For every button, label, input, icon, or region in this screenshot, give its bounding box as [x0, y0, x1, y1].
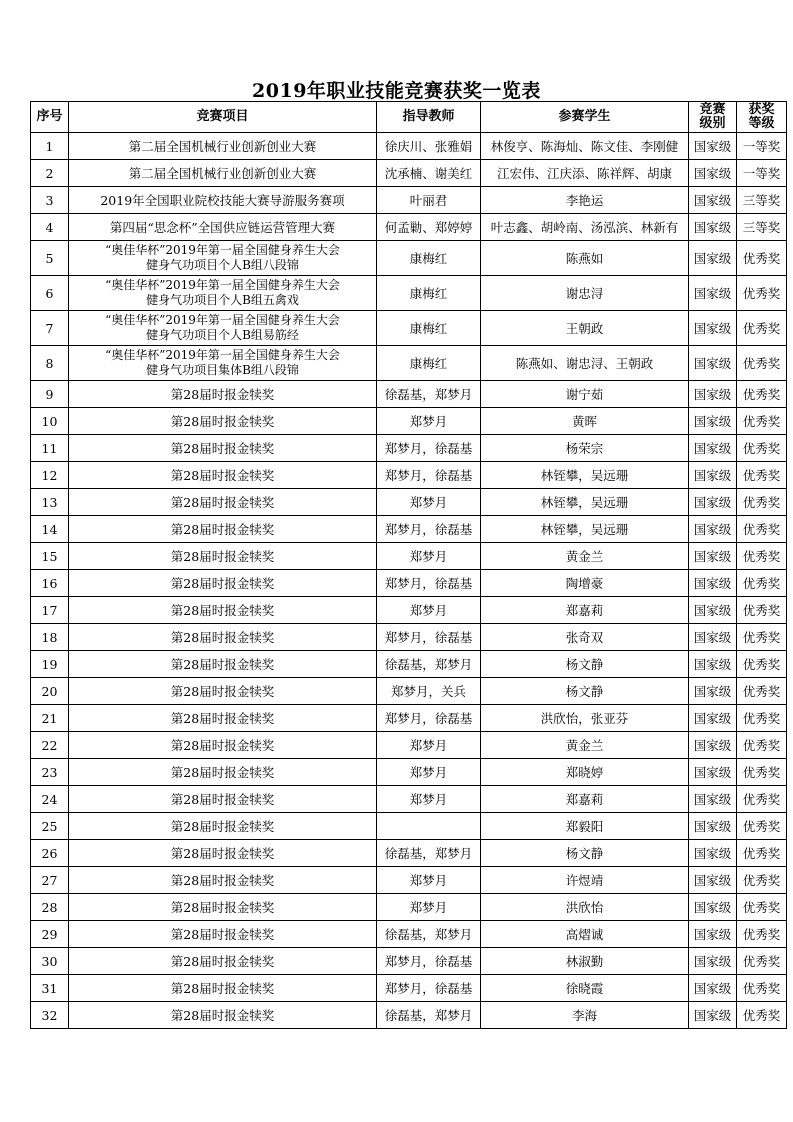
- cell-level: 国家级: [689, 435, 737, 462]
- header-award: [737, 102, 787, 133]
- table-row: [31, 462, 787, 489]
- cell-teacher: 沈承楠、谢美红: [377, 160, 481, 187]
- competition-line: 第28届时报金犊奖: [170, 495, 275, 510]
- cell-competition: [69, 187, 377, 214]
- cell-competition: [69, 624, 377, 651]
- table-row: [31, 813, 787, 840]
- cell-award: 优秀奖: [737, 489, 787, 516]
- cell-level: 国家级: [689, 813, 737, 840]
- cell-no: 20: [31, 678, 69, 705]
- cell-award: 优秀奖: [737, 462, 787, 489]
- header-level-line2: 级别: [699, 116, 726, 131]
- cell-no: 30: [31, 948, 69, 975]
- competition-line: 第28届时报金犊奖: [170, 576, 275, 591]
- table-row: [31, 489, 787, 516]
- cell-no: 28: [31, 894, 69, 921]
- competition-line: 第28届时报金犊奖: [170, 441, 275, 456]
- cell-teacher: 郑梦月: [377, 408, 481, 435]
- cell-level: 国家级: [689, 894, 737, 921]
- cell-students: 郑毅阳: [481, 813, 689, 840]
- cell-students: 张奇双: [481, 624, 689, 651]
- cell-level: 国家级: [689, 408, 737, 435]
- cell-students: 谢宁茹: [481, 381, 689, 408]
- cell-no: 26: [31, 840, 69, 867]
- table-row: [31, 678, 787, 705]
- cell-competition: [69, 311, 377, 346]
- cell-level: 国家级: [689, 214, 737, 241]
- cell-award: 三等奖: [737, 187, 787, 214]
- cell-level: 国家级: [689, 840, 737, 867]
- cell-award: 优秀奖: [737, 624, 787, 651]
- competition-line: 第28届时报金犊奖: [170, 387, 275, 402]
- cell-teacher: 徐磊基，郑梦月: [377, 921, 481, 948]
- competition-line: 第28届时报金犊奖: [170, 414, 275, 429]
- header-level: [689, 102, 737, 133]
- cell-no: 16: [31, 570, 69, 597]
- cell-students: 杨荣宗: [481, 435, 689, 462]
- cell-teacher: 徐庆川、张雅娟: [377, 133, 481, 160]
- cell-students: 李艳运: [481, 187, 689, 214]
- competition-line: 第28届时报金犊奖: [170, 468, 275, 483]
- competition-line: 健身气功项目个人B组八段锦: [146, 258, 299, 272]
- table-row: [31, 214, 787, 241]
- cell-level: 国家级: [689, 489, 737, 516]
- cell-no: 32: [31, 1002, 69, 1029]
- cell-level: 国家级: [689, 311, 737, 346]
- competition-line: 第28届时报金犊奖: [170, 900, 275, 915]
- cell-no: 6: [31, 276, 69, 311]
- cell-students: 林俊亨、陈海灿、陈文佳、李刚健: [481, 133, 689, 160]
- table-row: [31, 1002, 787, 1029]
- cell-teacher: 郑梦月: [377, 867, 481, 894]
- table-header-row: [31, 102, 787, 133]
- cell-award: 优秀奖: [737, 516, 787, 543]
- cell-competition: [69, 894, 377, 921]
- cell-students: 杨文静: [481, 651, 689, 678]
- cell-no: 22: [31, 732, 69, 759]
- table-row: [31, 408, 787, 435]
- cell-award: 优秀奖: [737, 311, 787, 346]
- table-row: [31, 921, 787, 948]
- cell-teacher: 郑梦月: [377, 732, 481, 759]
- cell-award: 优秀奖: [737, 651, 787, 678]
- cell-students: 许煜靖: [481, 867, 689, 894]
- cell-teacher: [377, 813, 481, 840]
- cell-award: 一等奖: [737, 160, 787, 187]
- cell-teacher: 郑梦月: [377, 489, 481, 516]
- cell-competition: [69, 516, 377, 543]
- cell-no: 19: [31, 651, 69, 678]
- cell-level: 国家级: [689, 570, 737, 597]
- cell-award: 三等奖: [737, 214, 787, 241]
- cell-award: 优秀奖: [737, 732, 787, 759]
- competition-line: 第28届时报金犊奖: [170, 927, 275, 942]
- competition-line: 第28届时报金犊奖: [170, 711, 275, 726]
- cell-no: 31: [31, 975, 69, 1002]
- cell-competition: [69, 346, 377, 381]
- cell-competition: [69, 948, 377, 975]
- cell-no: 27: [31, 867, 69, 894]
- cell-teacher: 何孟勦、郑婷婷: [377, 214, 481, 241]
- cell-competition: [69, 921, 377, 948]
- competition-line: 健身气功项目个人B组五禽戏: [146, 293, 299, 307]
- cell-level: 国家级: [689, 678, 737, 705]
- cell-no: 18: [31, 624, 69, 651]
- table-row: [31, 786, 787, 813]
- competition-line: 健身气功项目集体B组八段锦: [146, 363, 299, 377]
- competition-line: 健身气功项目个人B组易筋经: [146, 328, 299, 342]
- competition-line: 第28届时报金犊奖: [170, 684, 275, 699]
- cell-no: 17: [31, 597, 69, 624]
- cell-no: 10: [31, 408, 69, 435]
- cell-award: 优秀奖: [737, 867, 787, 894]
- cell-no: 25: [31, 813, 69, 840]
- table-row: [31, 133, 787, 160]
- cell-level: 国家级: [689, 624, 737, 651]
- cell-award: 优秀奖: [737, 840, 787, 867]
- table-row: [31, 732, 787, 759]
- table-row: [31, 241, 787, 276]
- cell-students: 王朝政: [481, 311, 689, 346]
- cell-teacher: 徐磊基，郑梦月: [377, 840, 481, 867]
- cell-level: 国家级: [689, 867, 737, 894]
- cell-no: 14: [31, 516, 69, 543]
- table-row: [31, 948, 787, 975]
- cell-competition: [69, 786, 377, 813]
- cell-award: 优秀奖: [737, 543, 787, 570]
- cell-students: 洪欣怡: [481, 894, 689, 921]
- competition-line: 第二届全国机械行业创新创业大赛: [128, 166, 317, 181]
- cell-teacher: 康梅红: [377, 241, 481, 276]
- cell-award: 优秀奖: [737, 705, 787, 732]
- cell-teacher: 徐磊基，郑梦月: [377, 651, 481, 678]
- cell-students: 林铚攀，吴远珊: [481, 516, 689, 543]
- cell-competition: [69, 462, 377, 489]
- cell-teacher: 郑梦月，徐磊基: [377, 435, 481, 462]
- table-row: [31, 597, 787, 624]
- header-competition: 竞赛项目: [69, 102, 377, 133]
- cell-students: 郑嘉莉: [481, 786, 689, 813]
- cell-competition: [69, 813, 377, 840]
- competition-line: 第28届时报金犊奖: [170, 738, 275, 753]
- table-row: [31, 160, 787, 187]
- cell-competition: [69, 975, 377, 1002]
- cell-no: 11: [31, 435, 69, 462]
- cell-award: 优秀奖: [737, 381, 787, 408]
- table-row: [31, 975, 787, 1002]
- cell-competition: [69, 732, 377, 759]
- cell-no: 7: [31, 311, 69, 346]
- cell-students: 杨文静: [481, 840, 689, 867]
- header-teacher: 指导教师: [377, 102, 481, 133]
- cell-level: 国家级: [689, 133, 737, 160]
- cell-level: 国家级: [689, 241, 737, 276]
- cell-level: 国家级: [689, 160, 737, 187]
- cell-students: 陈燕如: [481, 241, 689, 276]
- cell-competition: [69, 597, 377, 624]
- competition-line: 第28届时报金犊奖: [170, 819, 275, 834]
- cell-award: 优秀奖: [737, 1002, 787, 1029]
- cell-students: 黄金兰: [481, 732, 689, 759]
- table-row: [31, 570, 787, 597]
- cell-competition: [69, 678, 377, 705]
- cell-students: 林铚攀，吴远珊: [481, 489, 689, 516]
- table-row: [31, 311, 787, 346]
- cell-competition: [69, 759, 377, 786]
- cell-award: 优秀奖: [737, 241, 787, 276]
- cell-competition: [69, 241, 377, 276]
- cell-no: 3: [31, 187, 69, 214]
- cell-students: 叶志鑫、胡岭南、汤泓滨、林新有: [481, 214, 689, 241]
- cell-award: 优秀奖: [737, 948, 787, 975]
- cell-students: 黄金兰: [481, 543, 689, 570]
- cell-level: 国家级: [689, 516, 737, 543]
- cell-competition: [69, 1002, 377, 1029]
- competition-line: 2019年全国职业院校技能大赛导游服务赛项: [100, 193, 345, 208]
- cell-teacher: 康梅红: [377, 311, 481, 346]
- cell-students: 洪欣怡，张亚芬: [481, 705, 689, 732]
- cell-no: 9: [31, 381, 69, 408]
- cell-no: 15: [31, 543, 69, 570]
- cell-award: 优秀奖: [737, 408, 787, 435]
- table-row: [31, 276, 787, 311]
- cell-teacher: 郑梦月，徐磊基: [377, 624, 481, 651]
- cell-level: 国家级: [689, 732, 737, 759]
- cell-students: 高熠诚: [481, 921, 689, 948]
- table-row: [31, 381, 787, 408]
- cell-competition: [69, 408, 377, 435]
- competition-line: “奥佳华杯”2019年第一届全国健身养生大会: [105, 243, 340, 257]
- cell-level: 国家级: [689, 921, 737, 948]
- cell-competition: [69, 214, 377, 241]
- header-level-line1: 竞赛: [699, 102, 726, 117]
- competition-line: 第28届时报金犊奖: [170, 873, 275, 888]
- cell-teacher: 康梅红: [377, 276, 481, 311]
- cell-level: 国家级: [689, 187, 737, 214]
- competition-line: 第28届时报金犊奖: [170, 846, 275, 861]
- cell-award: 优秀奖: [737, 975, 787, 1002]
- cell-competition: [69, 570, 377, 597]
- cell-no: 4: [31, 214, 69, 241]
- cell-award: 优秀奖: [737, 276, 787, 311]
- competition-line: 第28届时报金犊奖: [170, 792, 275, 807]
- cell-teacher: 郑梦月，徐磊基: [377, 462, 481, 489]
- table-row: [31, 543, 787, 570]
- table-body: [31, 133, 787, 1029]
- cell-no: 2: [31, 160, 69, 187]
- cell-award: 优秀奖: [737, 570, 787, 597]
- competition-line: 第28届时报金犊奖: [170, 1008, 275, 1023]
- cell-no: 21: [31, 705, 69, 732]
- cell-level: 国家级: [689, 276, 737, 311]
- cell-award: 优秀奖: [737, 759, 787, 786]
- cell-competition: [69, 435, 377, 462]
- competition-line: 第二届全国机械行业创新创业大赛: [128, 139, 317, 154]
- cell-award: 一等奖: [737, 133, 787, 160]
- table-row: [31, 187, 787, 214]
- cell-teacher: 郑梦月，徐磊基: [377, 948, 481, 975]
- cell-students: 徐晓霞: [481, 975, 689, 1002]
- cell-no: 12: [31, 462, 69, 489]
- cell-no: 5: [31, 241, 69, 276]
- cell-students: 黄晖: [481, 408, 689, 435]
- cell-competition: [69, 651, 377, 678]
- cell-level: 国家级: [689, 346, 737, 381]
- table-row: [31, 867, 787, 894]
- cell-teacher: 徐磊基，郑梦月: [377, 1002, 481, 1029]
- table-row: [31, 759, 787, 786]
- cell-teacher: 郑梦月，徐磊基: [377, 705, 481, 732]
- cell-teacher: 叶丽君: [377, 187, 481, 214]
- cell-competition: [69, 867, 377, 894]
- table-row: [31, 435, 787, 462]
- cell-no: 29: [31, 921, 69, 948]
- cell-students: 林铚攀，吴远珊: [481, 462, 689, 489]
- competition-line: 第28届时报金犊奖: [170, 549, 275, 564]
- competition-line: “奥佳华杯”2019年第一届全国健身养生大会: [105, 313, 340, 327]
- cell-teacher: 郑梦月，徐磊基: [377, 975, 481, 1002]
- cell-teacher: 郑梦月: [377, 894, 481, 921]
- competition-line: 第28届时报金犊奖: [170, 954, 275, 969]
- awards-table: [30, 101, 787, 1029]
- header-award-line1: 获奖: [748, 102, 775, 117]
- cell-level: 国家级: [689, 705, 737, 732]
- table-row: [31, 624, 787, 651]
- cell-students: 陶增豪: [481, 570, 689, 597]
- cell-competition: [69, 840, 377, 867]
- competition-line: “奥佳华杯”2019年第一届全国健身养生大会: [105, 348, 340, 362]
- cell-level: 国家级: [689, 381, 737, 408]
- header-award-line2: 等级: [748, 116, 775, 131]
- cell-level: 国家级: [689, 786, 737, 813]
- cell-award: 优秀奖: [737, 678, 787, 705]
- header-students: 参赛学生: [481, 102, 689, 133]
- cell-teacher: 郑梦月: [377, 759, 481, 786]
- cell-students: 李海: [481, 1002, 689, 1029]
- cell-students: 谢忠浔: [481, 276, 689, 311]
- cell-no: 13: [31, 489, 69, 516]
- table-row: [31, 516, 787, 543]
- competition-line: 第28届时报金犊奖: [170, 657, 275, 672]
- cell-teacher: 郑梦月，关兵: [377, 678, 481, 705]
- cell-competition: [69, 489, 377, 516]
- cell-teacher: 康梅红: [377, 346, 481, 381]
- cell-students: 林淑勤: [481, 948, 689, 975]
- cell-students: 陈燕如、谢忠浔、王朝政: [481, 346, 689, 381]
- cell-teacher: 郑梦月: [377, 597, 481, 624]
- cell-level: 国家级: [689, 543, 737, 570]
- cell-competition: [69, 705, 377, 732]
- page-title: 2019年职业技能竞赛获奖一览表: [252, 80, 541, 102]
- table-row: [31, 840, 787, 867]
- cell-no: 8: [31, 346, 69, 381]
- competition-line: 第28届时报金犊奖: [170, 522, 275, 537]
- table-row: [31, 894, 787, 921]
- competition-line: 第28届时报金犊奖: [170, 603, 275, 618]
- cell-teacher: 郑梦月: [377, 543, 481, 570]
- cell-no: 23: [31, 759, 69, 786]
- cell-award: 优秀奖: [737, 435, 787, 462]
- cell-no: 24: [31, 786, 69, 813]
- cell-award: 优秀奖: [737, 346, 787, 381]
- cell-award: 优秀奖: [737, 813, 787, 840]
- cell-level: 国家级: [689, 1002, 737, 1029]
- cell-competition: [69, 160, 377, 187]
- cell-no: 1: [31, 133, 69, 160]
- table-row: [31, 705, 787, 732]
- competition-line: 第四届“思念杯”全国供应链运营管理大赛: [109, 220, 336, 235]
- cell-level: 国家级: [689, 597, 737, 624]
- cell-students: 杨文静: [481, 678, 689, 705]
- cell-teacher: 郑梦月: [377, 786, 481, 813]
- competition-line: “奥佳华杯”2019年第一届全国健身养生大会: [105, 278, 340, 292]
- header-no: 序号: [31, 102, 69, 133]
- cell-teacher: 郑梦月，徐磊基: [377, 516, 481, 543]
- cell-award: 优秀奖: [737, 786, 787, 813]
- table-row: [31, 346, 787, 381]
- cell-award: 优秀奖: [737, 894, 787, 921]
- cell-competition: [69, 133, 377, 160]
- cell-level: 国家级: [689, 759, 737, 786]
- competition-line: 第28届时报金犊奖: [170, 765, 275, 780]
- cell-level: 国家级: [689, 651, 737, 678]
- table-row: [31, 651, 787, 678]
- cell-level: 国家级: [689, 462, 737, 489]
- cell-teacher: 郑梦月，徐磊基: [377, 570, 481, 597]
- cell-students: 江宏伟、江庆添、陈祥辉、胡康: [481, 160, 689, 187]
- competition-line: 第28届时报金犊奖: [170, 630, 275, 645]
- cell-level: 国家级: [689, 975, 737, 1002]
- cell-students: 郑嘉莉: [481, 597, 689, 624]
- cell-award: 优秀奖: [737, 921, 787, 948]
- cell-award: 优秀奖: [737, 597, 787, 624]
- cell-competition: [69, 276, 377, 311]
- cell-level: 国家级: [689, 948, 737, 975]
- competition-line: 第28届时报金犊奖: [170, 981, 275, 996]
- cell-teacher: 徐磊基，郑梦月: [377, 381, 481, 408]
- cell-competition: [69, 381, 377, 408]
- cell-students: 郑晓婷: [481, 759, 689, 786]
- cell-competition: [69, 543, 377, 570]
